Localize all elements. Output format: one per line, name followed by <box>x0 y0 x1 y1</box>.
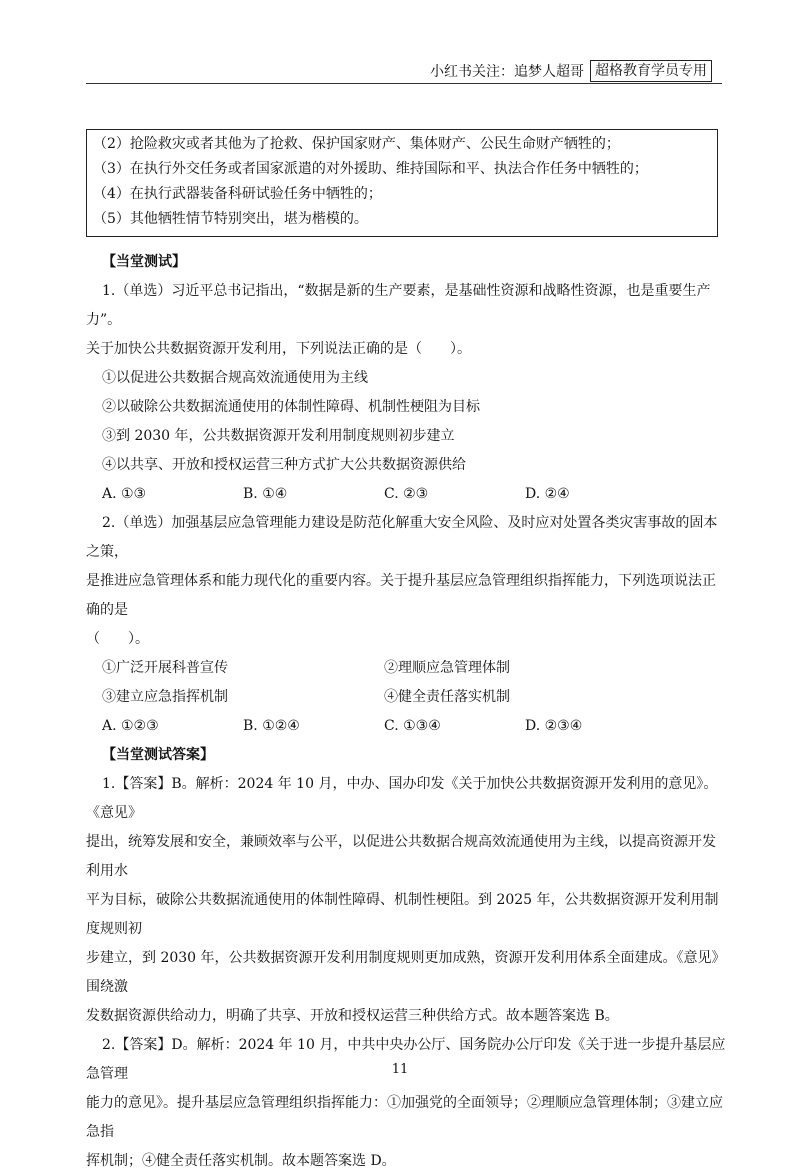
box-item: （2）抢险救灾或者其他为了抢救、保护国家财产、集体财产、公民生命财产牺牲的； <box>93 136 620 152</box>
q1-stem-line: 1.（单选）习近平总书记指出，“数据是新的生产要素，是基础性资源和战略性资源，也是重要生产力”。 <box>86 283 711 328</box>
a1-line: 提出，统筹发展和安全，兼顾效率与公平，以促进公共数据合规高效流通使用为主线，以提高资源开发利用水 <box>86 834 716 879</box>
q1-item: ③到 2030 年，公共数据资源开发利用制度规则初步建立 <box>102 428 455 444</box>
a2-line: 2.【答案】D。解析：2024 年 10 月，中共中央办公厅、国务院办公厅印发《关于进一步提升基层应急管理 <box>86 1037 726 1082</box>
page-number: 11 <box>391 1062 409 1077</box>
q1-stem-line: 关于加快公共数据资源开发利用，下列说法正确的是（ ）。 <box>86 341 471 357</box>
q1-options <box>86 480 726 509</box>
q2-item: ③建立应急指挥机制 <box>102 689 228 705</box>
answers-section-title: 【当堂测试答案】 <box>102 747 214 763</box>
box-item: （4）在执行武器装备科研试验任务中牺牲的； <box>93 186 382 202</box>
main-content <box>86 248 726 1176</box>
q2-option-b: B. ①②④ <box>243 718 300 734</box>
test-section-title: 【当堂测试】 <box>102 254 186 270</box>
a2-line: 能力的意见》。提升基层应急管理组织指挥能力：①加强党的全面领导；②理顺应急管理体制；③建立应急指 <box>86 1095 723 1140</box>
q2-stem-line: 是推进应急管理体系和能力现代化的重要内容。关于提升基层应急管理组织指挥能力，下列选项说法正确的是 <box>86 573 716 618</box>
q2-item: ①广泛开展科普宣传 <box>102 660 228 676</box>
a1-line: 步建立，到 2030 年，公共数据资源开发利用制度规则更加成熟，资源开发利用体系全面建成。《意见》围绕激 <box>86 950 726 995</box>
a1-line: 1.【答案】B。解析：2024 年 10 月，中办、国办印发《关于加快公共数据资源开发利用的意见》。《意见》 <box>86 776 718 821</box>
a1-line: 平为目标，破除公共数据流通使用的体制性障碍、机制性梗阻。到 2025 年，公共数据资源开发利用制度规则初 <box>86 892 719 937</box>
q2-items-row <box>86 683 726 712</box>
q1-option-c: C. ②③ <box>384 486 429 502</box>
q1-option-d: D. ②④ <box>525 486 570 502</box>
box-item: （5）其他牺牲情节特别突出，堪为楷模的。 <box>93 211 368 227</box>
a1-line: 发数据资源供给动力，明确了共享、开放和授权运营三种供给方式。故本题答案选 B。 <box>86 1008 619 1024</box>
q2-item: ②理顺应急管理体制 <box>384 660 510 676</box>
page-header <box>430 60 712 82</box>
q1-item: ②以破除公共数据流通使用的体制性障碍、机制性梗阻为目标 <box>102 399 480 415</box>
bordered-list-box <box>86 129 718 237</box>
q2-items-row <box>86 654 726 683</box>
q2-item: ④健全责任落实机制 <box>384 689 510 705</box>
q1-option-b: B. ①④ <box>243 486 288 502</box>
q2-stem-line: 2.（单选）加强基层应急管理能力建设是防范化解重大安全风险、及时应对处置各类灾害事故的固本之策， <box>86 515 718 560</box>
header-rule <box>86 83 722 84</box>
q2-option-c: C. ①③④ <box>384 718 441 734</box>
header-note: 小红书关注：追梦人超哥 <box>430 64 584 80</box>
q1-item: ④以共享、开放和授权运营三种方式扩大公共数据资源供给 <box>102 457 466 473</box>
a2-line: 挥机制；④健全责任落实机制。故本题答案选 D。 <box>86 1153 396 1169</box>
box-item: （3）在执行外交任务或者国家派遣的对外援助、维持国际和平、执法合作任务中牺牲的； <box>93 161 648 177</box>
q1-option-a: A. ①③ <box>102 486 147 502</box>
header-badge: 超格教育学员专用 <box>590 60 712 82</box>
q1-item: ①以促进公共数据合规高效流通使用为主线 <box>102 370 368 386</box>
q2-options <box>86 712 726 741</box>
q2-option-d: D. ②③④ <box>525 718 583 734</box>
q2-option-a: A. ①②③ <box>102 718 159 734</box>
q2-stem-line: （ ）。 <box>86 631 149 647</box>
